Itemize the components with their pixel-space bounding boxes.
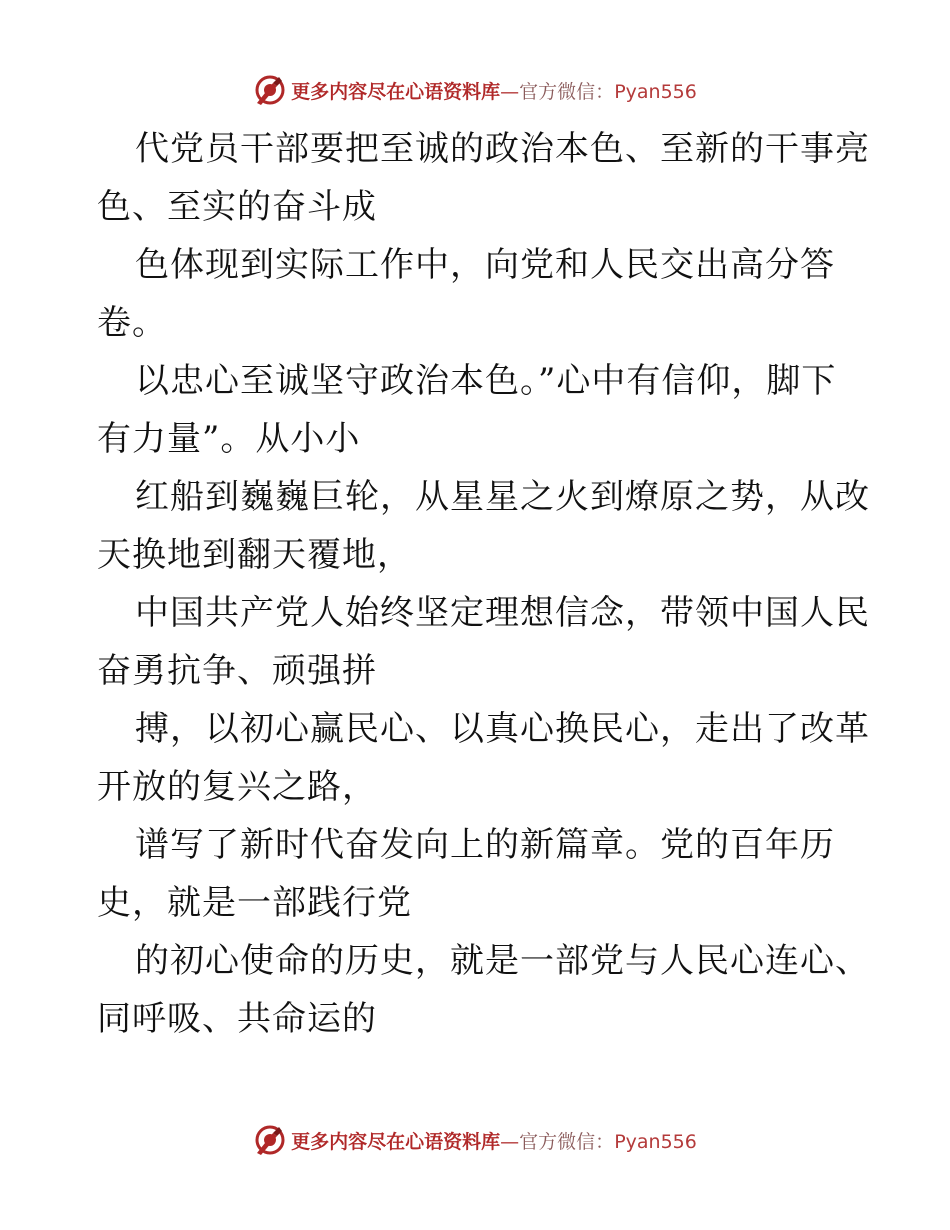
- body-line: 色体现到实际工作中，向党和人民交出高分答: [135, 245, 835, 285]
- header-text: [291, 77, 697, 104]
- document-body: [97, 120, 870, 1048]
- footer-banner: [0, 1120, 950, 1160]
- header-banner: [0, 70, 950, 110]
- body-line: 代党员干部要把至诚的政治本色、至新的干事亮: [135, 129, 870, 169]
- body-line: 卷。: [97, 303, 167, 343]
- body-line: 同呼吸、共命运的: [97, 999, 377, 1039]
- footer-wechat-label: 官方微信：: [519, 1130, 615, 1153]
- body-line: 红船到巍巍巨轮，从星星之火到燎原之势，从改: [135, 477, 870, 517]
- footer-brand: 更多内容尽在心语资料库: [291, 1130, 501, 1153]
- pen-logo-icon: [253, 73, 287, 107]
- body-line: 天换地到翻天覆地，: [97, 535, 412, 575]
- footer-text: [291, 1127, 697, 1154]
- body-line: 奋勇抗争、顽强拼: [97, 651, 377, 691]
- body-line: 谱写了新时代奋发向上的新篇章。党的百年历: [135, 825, 835, 865]
- header-wechat-id: Pyan556: [614, 80, 697, 103]
- body-line: 有力量”。从小小: [97, 419, 361, 459]
- body-line: 色、至实的奋斗成: [97, 187, 377, 227]
- header-separator: —: [500, 80, 520, 103]
- header-wechat-label: 官方微信：: [519, 80, 615, 103]
- body-line: 以忠心至诚坚守政治本色。”心中有信仰，脚下: [135, 361, 837, 401]
- body-line: 中国共产党人始终坚定理想信念，带领中国人民: [135, 593, 870, 633]
- body-line: 搏，以初心赢民心、以真心换民心，走出了改革: [135, 709, 870, 749]
- footer-separator: —: [500, 1130, 520, 1153]
- pen-logo-icon: [253, 1123, 287, 1157]
- header-brand: 更多内容尽在心语资料库: [291, 80, 501, 103]
- footer-wechat-id: Pyan556: [614, 1130, 697, 1153]
- body-line: 史，就是一部践行党: [97, 883, 412, 923]
- body-line: 开放的复兴之路，: [97, 767, 377, 807]
- body-line: 的初心使命的历史，就是一部党与人民心连心、: [135, 941, 870, 981]
